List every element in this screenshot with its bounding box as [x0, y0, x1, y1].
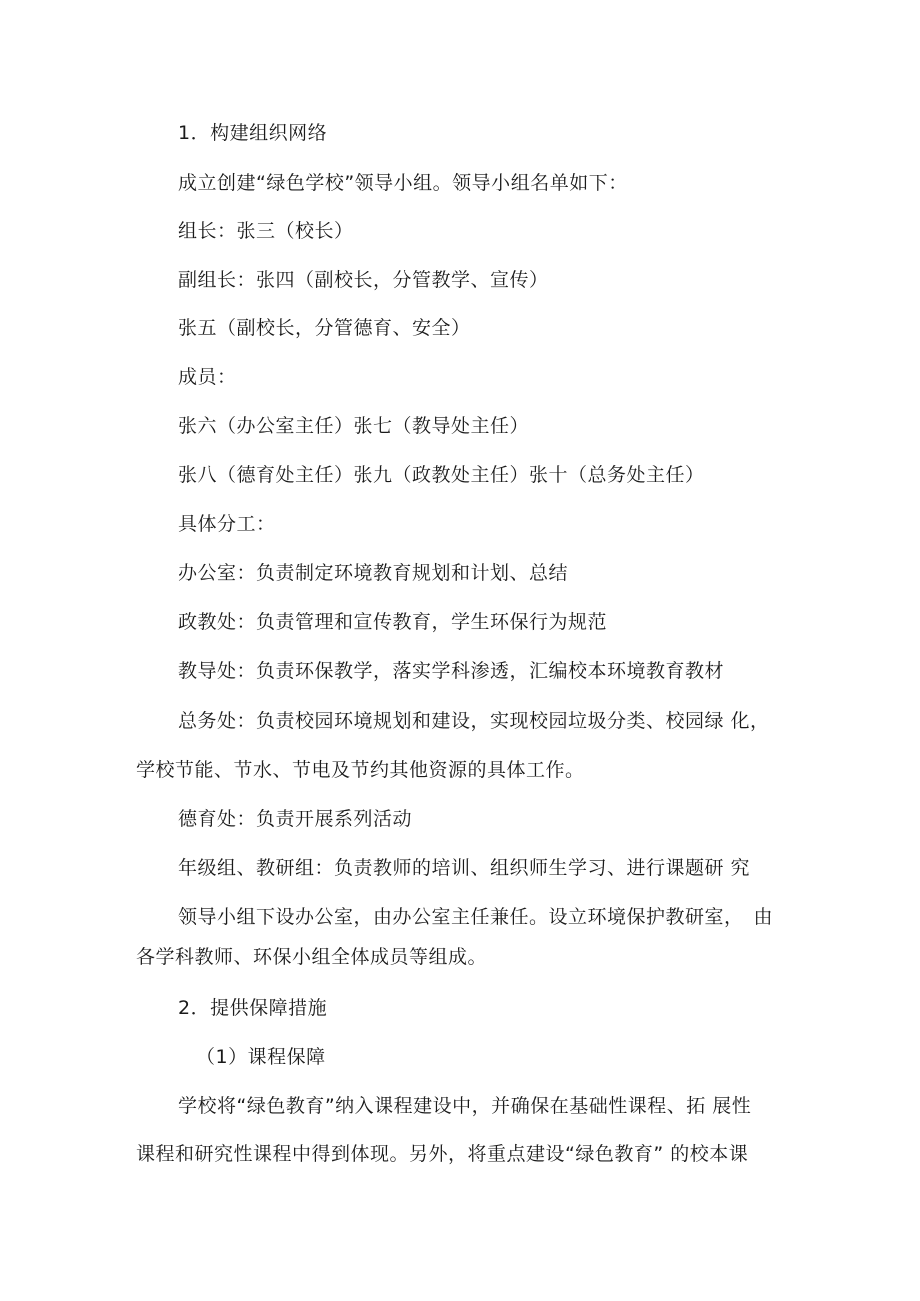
- paragraph-line: 具体分工：: [178, 513, 276, 535]
- paragraph-line: 组长：张三（校长）: [178, 220, 354, 242]
- subsection-heading: （1）课程保障: [196, 1046, 326, 1068]
- section-heading-1: 1．构建组织网络: [178, 122, 328, 144]
- paragraph-line: 学校将“绿色教育”纳入课程建设中，并确保在基础性课程、拓 展性: [178, 1095, 752, 1117]
- section-heading-2: 2．提供保障措施: [178, 997, 328, 1019]
- paragraph-line: 成立创建“绿色学校”领导小组。领导小组名单如下：: [178, 172, 628, 194]
- paragraph-line: 张五（副校长，分管德育、安全）: [178, 317, 471, 339]
- paragraph-line: 总务处：负责校园环境规划和建设，实现校园垃圾分类、校园绿 化，: [178, 710, 770, 732]
- paragraph-line: 德育处：负责开展系列活动: [178, 808, 413, 830]
- paragraph-line: 各学科教师、环保小组全体成员等组成。: [136, 946, 488, 968]
- paragraph-line: 张八（德育处主任）张九（政教处主任）张十（总务处主任）: [178, 464, 705, 486]
- paragraph-line: 副组长：张四（副校长，分管教学、宣传）: [178, 269, 549, 291]
- paragraph-line: 成员：: [178, 366, 237, 388]
- paragraph-line: 领导小组下设办公室，由办公室主任兼任。设立环境保护教研室， 由: [178, 906, 774, 928]
- paragraph-line: 学校节能、节水、节电及节约其他资源的具体工作。: [136, 759, 585, 781]
- paragraph-line: 办公室：负责制定环境教育规划和计划、总结: [178, 562, 569, 584]
- paragraph-line: 教导处：负责环保教学，落实学科渗透，汇编校本环境教育教材: [178, 660, 725, 682]
- paragraph-line: 政教处：负责管理和宣传教育，学生环保行为规范: [178, 611, 608, 633]
- paragraph-line: 年级组、教研组：负责教师的培训、组织师生学习、进行课题研 究: [178, 857, 751, 879]
- paragraph-line: 张六（办公室主任）张七（教导处主任）: [178, 415, 530, 437]
- paragraph-line: 课程和研究性课程中得到体现。另外，将重点建设“绿色教育” 的校本课: [136, 1143, 749, 1165]
